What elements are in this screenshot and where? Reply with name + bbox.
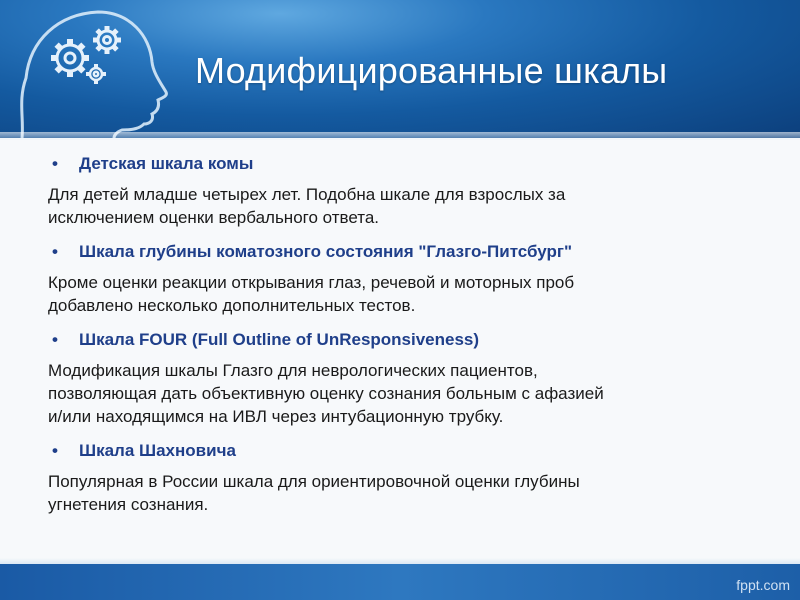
- bullet: •: [52, 242, 58, 261]
- item-heading: [48, 328, 748, 351]
- footer-bar: [0, 564, 800, 600]
- bullet: •: [52, 154, 58, 173]
- item-heading-text: Шкала глубины коматозного состояния "Глазго-Питсбург": [79, 242, 573, 261]
- list-item: [48, 240, 748, 317]
- item-heading: [48, 240, 748, 263]
- item-heading: [48, 152, 748, 175]
- header-divider: [0, 132, 800, 140]
- watermark: fppt.com: [736, 577, 790, 593]
- list-item: [48, 328, 748, 428]
- item-heading-text: Шкала Шахновича: [79, 441, 236, 460]
- item-description: Популярная в России шкала для ориентировочной оценки глубины угнетения сознания.: [48, 472, 580, 514]
- item-heading-text: Детская шкала комы: [79, 154, 254, 173]
- bullet: •: [52, 441, 58, 460]
- item-description: Для детей младше четырех лет. Подобна шкале для взрослых за исключением оценки вербального ответа.: [48, 185, 566, 227]
- item-description: Кроме оценки реакции открывания глаз, речевой и моторных проб добавлено несколько дополнительных тестов.: [48, 273, 575, 315]
- item-heading-text: Шкала FOUR (Full Outline of UnResponsiveness): [79, 330, 480, 349]
- slide-title: Модифицированные шкалы: [195, 50, 668, 91]
- head-with-gears-icon: [0, 0, 190, 138]
- bullet: •: [52, 330, 58, 349]
- item-heading: [48, 439, 748, 462]
- list-item: [48, 152, 748, 229]
- slide-content: [48, 152, 748, 527]
- header-banner: [0, 0, 800, 138]
- item-description: Модификация шкалы Глазго для неврологических пациентов, позволяющая дать объективную оценку сознания больным с афазией и/или находящимся на ИВЛ через интубационную трубку.: [48, 361, 604, 426]
- list-item: [48, 439, 748, 516]
